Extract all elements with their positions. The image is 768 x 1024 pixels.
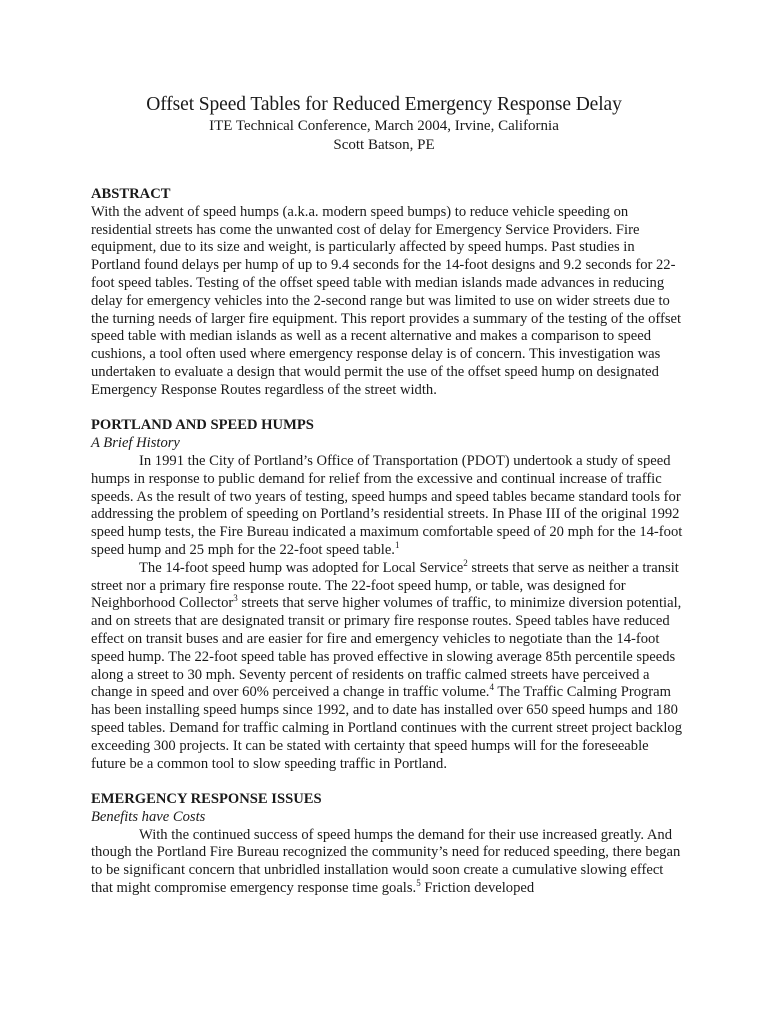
author-line: Scott Batson, PE <box>333 136 435 153</box>
section-heading-portland: PORTLAND AND SPEED HUMPS <box>91 417 314 434</box>
emergency-p1-text-a: With the continued success of speed humps the demand for their use increased greatly. And though the Portland Fire Bureau recognized the community’s need for reduced speeding, there began to be significant concern that unbridled installation would soon create a cumulative slowing effect that might compromise emergency response time goals. <box>91 826 681 897</box>
footnote-ref-1[interactable]: 1 <box>394 540 400 551</box>
document-body <box>91 186 687 898</box>
emergency-p1-text-b: Friction developed <box>420 880 535 897</box>
history-p2-text-d: The Traffic Calming Program has been installing speed humps since 1992, and to date has installed over 650 speed humps and 180 speed tables. Demand for traffic calming in Portland continues with the current street project backlog exceeding 300 projects. It can be stated with certainty that speed humps will for the foreseeable future be a common tool to slow speeding traffic in Portland. <box>91 684 682 772</box>
conference-line: ITE Technical Conference, March 2004, Irvine, California <box>209 118 559 134</box>
emergency-paragraph-1 <box>91 827 687 898</box>
subheading-benefits-costs: Benefits have Costs <box>91 808 206 825</box>
abstract-heading: ABSTRACT <box>91 186 171 202</box>
spacer <box>91 400 687 418</box>
history-p1-text: In 1991 the City of Portland’s Office of Transportation (PDOT) undertook a study of speed humps in response to public demand for relief from the excessive and continual increase of traffic speeds. As the result of two years of testing, speed humps and speed tables became standard tools for addressing the problem of speeding on Portland’s residential streets. In Phase III of the original 1992 speed hump tests, the Fire Bureau indicated a maximum comfortable speed of 20 mph for the 14-foot speed hump and 25 mph for the 22-foot speed table. <box>91 452 683 558</box>
footnote-ref-2[interactable]: 2 <box>463 557 468 568</box>
history-p2-text-a: The 14-foot speed hump was adopted for Local Service <box>139 559 464 576</box>
document-header <box>0 93 768 154</box>
footnote-ref-4[interactable]: 4 <box>489 682 494 693</box>
history-p2-text-c: streets that serve higher volumes of traffic, to minimize diversion potential, and on streets that are designated transit or primary fire response routes. Speed tables have reduced effect on transit buses and are easier for fire and emergency vehicles to negotiate than the 14-foot speed hump. The 22-foot speed table has proved effective in slowing average 85th percentile speeds along a street to 30 mph. Seventy percent of residents on traffic calmed streets have perceived a change in speed and over 60% perceived a change in traffic volume. <box>91 595 682 701</box>
spacer <box>91 773 687 791</box>
history-paragraph-2 <box>91 557 687 774</box>
subheading-brief-history: A Brief History <box>91 435 180 452</box>
history-paragraph-1 <box>91 453 687 560</box>
history-p2-text-b: streets that serve as neither a transit street nor a primary fire response route. The 22-foot speed hump, or table, was designed for Neighborhood Collector <box>91 559 679 612</box>
abstract-paragraph: With the advent of speed humps (a.k.a. modern speed bumps) to reduce vehicle speeding on residential streets has come the unwanted cost of delay for Emergency Service Providers. Fire equipment, due to its size and weight, is particularly affected by speed humps. Past studies in Portland found delays per hump of up to 9.4 seconds for the 14-foot designs and 9.2 seconds for 22-foot speed tables. Testing of the offset speed table with median islands made advances in reducing delay for emergency vehicles into the 2-second range but was limited to use on wider streets due to the turning needs of larger fire equipment. This report provides a summary of the testing of the offset speed table with median islands as well as a recent alternative and makes a comparison to speed cushions, a tool often used where emergency response delay is of concern. This investigation was undertaken to evaluate a design that would permit the use of the offset speed hump on designated Emergency Response Routes regardless of the street width. <box>91 203 682 398</box>
document-title: Offset Speed Tables for Reduced Emergency Response Delay <box>146 94 622 115</box>
footnote-ref-5[interactable]: 5 <box>416 878 421 889</box>
section-heading-emergency: EMERGENCY RESPONSE ISSUES <box>91 791 322 808</box>
footnote-ref-3[interactable]: 3 <box>233 593 238 604</box>
